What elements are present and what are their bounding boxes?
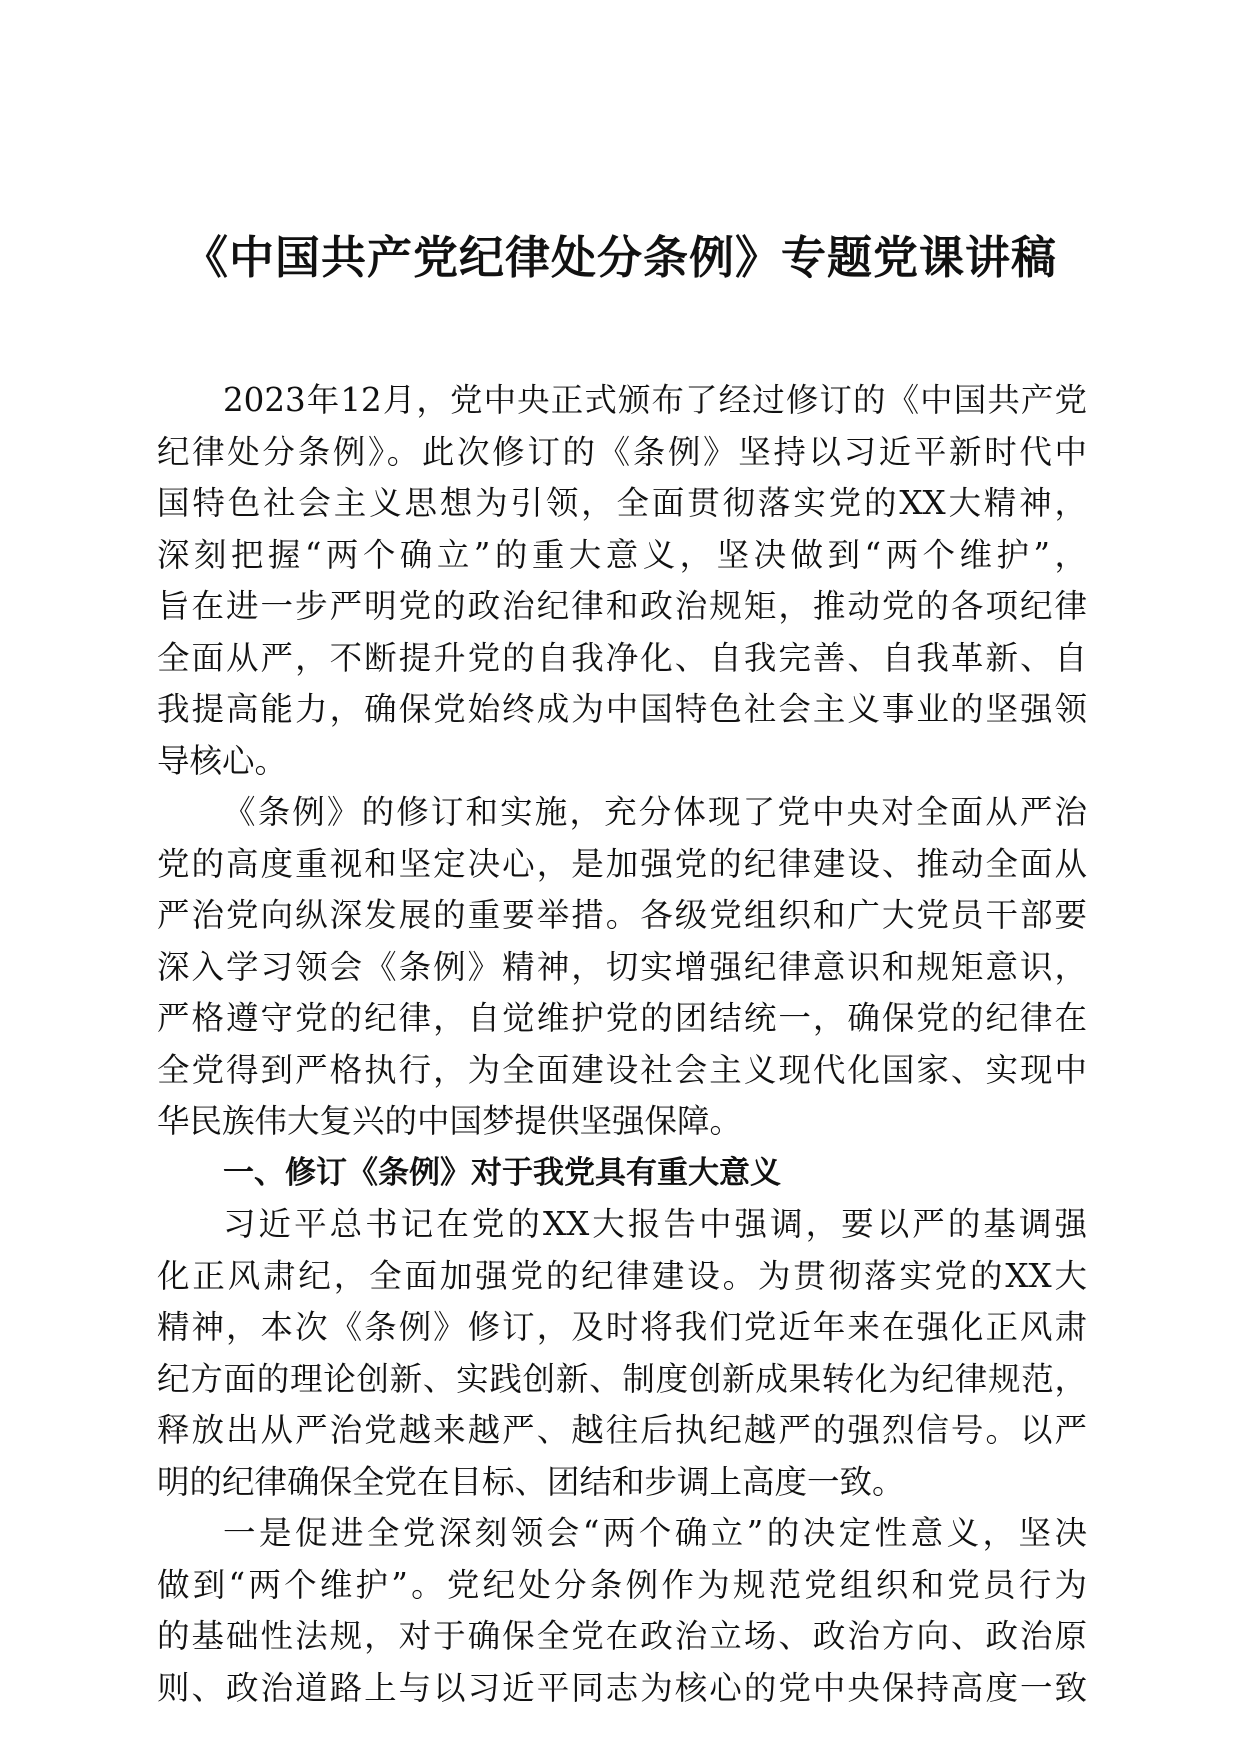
- document-title: 《中国共产党纪律处分条例》专题党课讲稿: [182, 231, 1057, 284]
- text-line: 党的高度重视和坚定决心，是加强党的纪律建设、推动全面从: [157, 844, 1087, 883]
- text-line: 释放出从严治党越来越严、越往后执纪越严的强烈信号。以严: [157, 1411, 1087, 1449]
- text-line: 国特色社会主义思想为引领，全面贯彻落实党的XX大精神，: [157, 484, 1087, 522]
- text-line: 深入学习领会《条例》精神，切实增强纪律意识和规矩意识，: [157, 947, 1087, 986]
- text-line: 化正风肃纪，全面加强党的纪律建设。为贯彻落实党的XX大: [157, 1256, 1087, 1295]
- text-line: 《条例》的修订和实施，充分体现了党中央对全面从严治: [223, 793, 1087, 831]
- text-line: 华民族伟大复兴的中国梦提供坚强保障。: [157, 1102, 743, 1140]
- text-line: 严格遵守党的纪律，自觉维护党的团结统一，确保党的纪律在: [157, 999, 1087, 1037]
- document-body: [157, 375, 1087, 1714]
- text-line: 习近平总书记在党的XX大报告中强调，要以严的基调强: [223, 1205, 1087, 1243]
- text-line: 则、政治道路上与以习近平同志为核心的党中央保持高度一致: [157, 1668, 1087, 1707]
- text-line: 纪方面的理论创新、实践创新、制度创新成果转化为纪律规范，: [157, 1359, 1087, 1398]
- text-line: 精神，本次《条例》修订，及时将我们党近年来在强化正风肃: [157, 1308, 1087, 1346]
- section-heading: 一、修订《条例》对于我党具有重大意义: [223, 1154, 781, 1191]
- text-line: 深刻把握“两个确立”的重大意义，坚决做到“两个维护”，: [157, 535, 1087, 574]
- text-line: 全面从严，不断提升党的自我净化、自我完善、自我革新、自: [157, 638, 1087, 677]
- text-line: 旨在进一步严明党的政治纪律和政治规矩，推动党的各项纪律: [157, 587, 1087, 625]
- text-line: 导核心。: [157, 741, 288, 780]
- text-line: 做到“两个维护”。党纪处分条例作为规范党组织和党员行为: [157, 1565, 1087, 1604]
- text-line: 我提高能力，确保党始终成为中国特色社会主义事业的坚强领: [157, 690, 1087, 728]
- text-line: 2023年12月，党中央正式颁布了经过修订的《中国共产党: [223, 381, 1087, 419]
- text-line: 的基础性法规，对于确保全党在政治立场、政治方向、政治原: [157, 1617, 1087, 1655]
- text-line: 明的纪律确保全党在目标、团结和步调上高度一致。: [157, 1462, 905, 1501]
- text-line: 全党得到严格执行，为全面建设社会主义现代化国家、实现中: [157, 1050, 1087, 1089]
- text-line: 一是促进全党深刻领会“两个确立”的决定性意义，坚决: [223, 1514, 1087, 1552]
- text-line: 纪律处分条例》。此次修订的《条例》坚持以习近平新时代中: [157, 432, 1087, 471]
- text-line: 严治党向纵深发展的重要举措。各级党组织和广大党员干部要: [157, 896, 1087, 934]
